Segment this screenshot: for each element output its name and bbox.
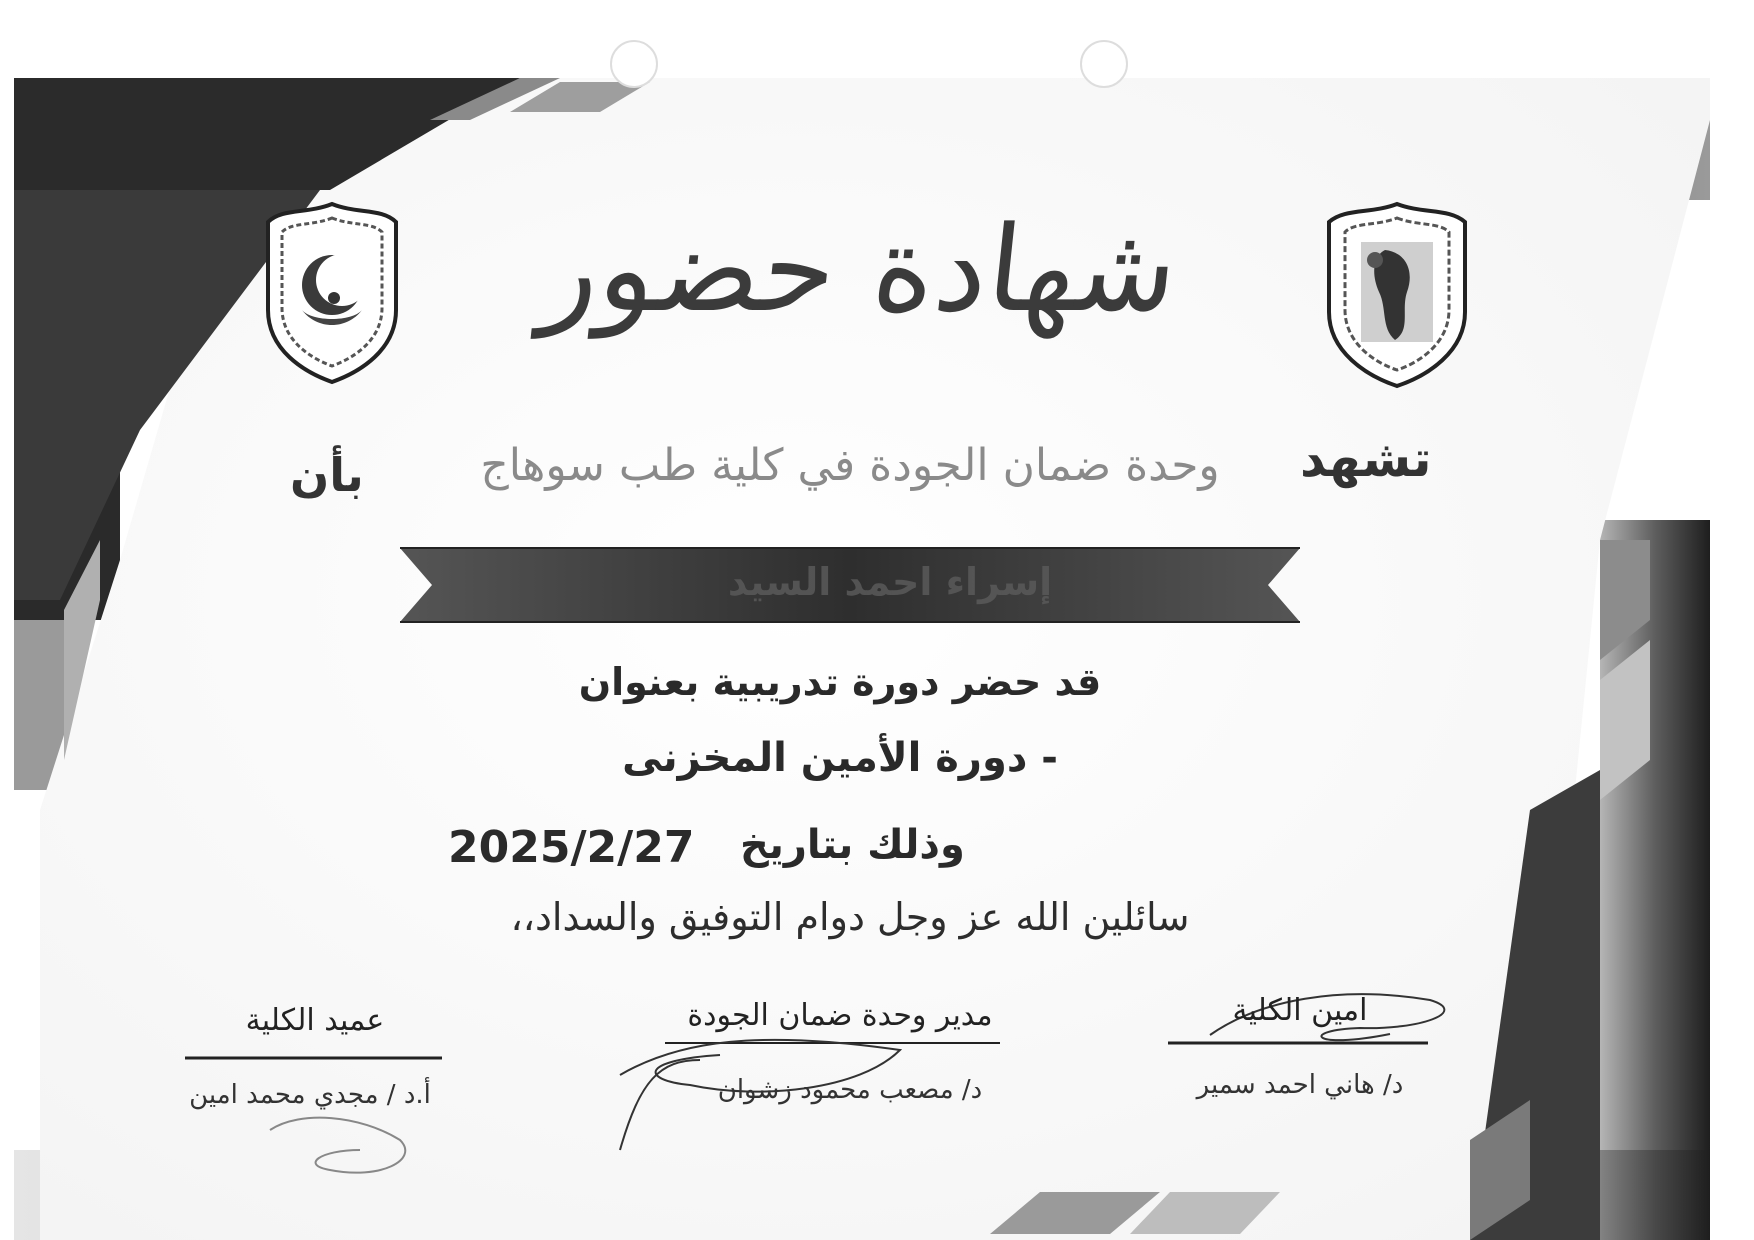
- issuer-name: وحدة ضمان الجودة في كلية طب سوهاج: [480, 440, 1220, 491]
- certifies-word: تشهد: [1300, 430, 1432, 488]
- signature-role-dean: عميد الكلية: [245, 1003, 385, 1038]
- faculty-of-medicine-emblem-icon: [262, 200, 402, 385]
- attendee-name: إسراء احمد السيد: [727, 560, 1053, 604]
- date-label: وذلك بتاريخ: [740, 822, 965, 868]
- attended-text: قد حضر دورة تدريبية بعنوان: [578, 660, 1102, 704]
- signature-name-quality-unit-director: د/ مصعب محمود زشوان: [717, 1075, 983, 1105]
- that-word: بأن: [290, 448, 364, 502]
- sohag-university-emblem-icon: [1325, 200, 1470, 390]
- punch-hole: [1080, 40, 1128, 88]
- date-value: 2025/2/27: [448, 822, 695, 873]
- punch-hole: [610, 40, 658, 88]
- signature-name-dean: أ.د / مجدي محمد امين: [189, 1080, 431, 1110]
- signature-name-college-secretary: د/ هاني احمد سمير: [1196, 1070, 1404, 1100]
- course-title: - دورة الأمين المخزنى: [622, 735, 1058, 781]
- closing-prayer: سائلين الله عز وجل دوام التوفيق والسداد،،: [510, 895, 1190, 939]
- signature-role-quality-unit-director: مدير وحدة ضمان الجودة: [687, 998, 993, 1033]
- signature-role-college-secretary: امين الكلية: [1232, 993, 1368, 1028]
- certificate-title: شهادة حضور: [535, 200, 1185, 338]
